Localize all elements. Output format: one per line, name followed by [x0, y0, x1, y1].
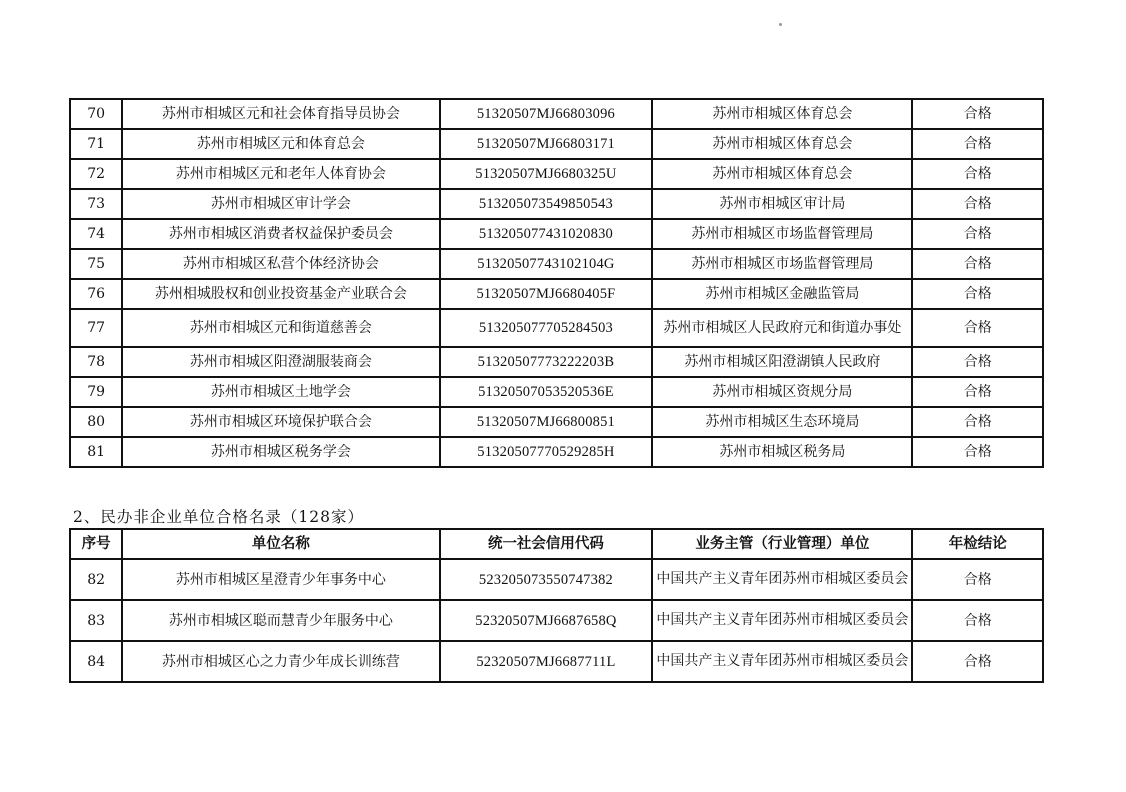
- table-row: [70, 279, 1043, 309]
- supervising-unit: 苏州市相城区金融监管局: [652, 279, 912, 309]
- inspection-result: 合格: [912, 249, 1043, 279]
- supervising-unit: 苏州市相城区体育总会: [652, 99, 912, 129]
- header-number: 序号: [70, 529, 122, 559]
- credit-code: 51320507MJ6680325U: [440, 159, 653, 189]
- supervising-unit: 苏州市相城区体育总会: [652, 159, 912, 189]
- credit-code: 51320507770529285H: [440, 437, 653, 467]
- table-row: [70, 641, 1043, 682]
- row-number: 78: [70, 347, 122, 377]
- unit-name: 苏州市相城区元和街道慈善会: [122, 309, 439, 347]
- credit-code: 51320507743102104G: [440, 249, 653, 279]
- credit-code: 513205073549850543: [440, 189, 653, 219]
- row-number: 72: [70, 159, 122, 189]
- row-number: 81: [70, 437, 122, 467]
- supervising-unit: [652, 641, 912, 682]
- table-social-organizations: [69, 98, 1044, 468]
- inspection-result: 合格: [912, 559, 1043, 600]
- row-number: 84: [70, 641, 122, 682]
- row-number: 79: [70, 377, 122, 407]
- credit-code: 51320507773222203B: [440, 347, 653, 377]
- table-row: [70, 600, 1043, 641]
- supervising-unit: 苏州市相城区生态环境局: [652, 407, 912, 437]
- unit-name: 苏州市相城区阳澄湖服装商会: [122, 347, 439, 377]
- unit-name: 苏州市相城区元和老年人体育协会: [122, 159, 439, 189]
- row-number: 73: [70, 189, 122, 219]
- table-row: [70, 219, 1043, 249]
- row-number: 80: [70, 407, 122, 437]
- supervising-unit: 苏州市相城区市场监督管理局: [652, 249, 912, 279]
- supervising-unit: 苏州市相城区阳澄湖镇人民政府: [652, 347, 912, 377]
- table-header-row: [70, 529, 1043, 559]
- table-row: [70, 437, 1043, 467]
- row-number: 70: [70, 99, 122, 129]
- credit-code: 52320507MJ6687711L: [440, 641, 653, 682]
- inspection-result: 合格: [912, 219, 1043, 249]
- unit-name: 苏州市相城区心之力青少年成长训练营: [122, 641, 439, 682]
- inspection-result: 合格: [912, 159, 1043, 189]
- row-number: 75: [70, 249, 122, 279]
- credit-code: 51320507MJ66803171: [440, 129, 653, 159]
- unit-name: 苏州市相城区星澄青少年事务中心: [122, 559, 439, 600]
- unit-name: 苏州市相城区税务学会: [122, 437, 439, 467]
- row-number: 76: [70, 279, 122, 309]
- row-number: 74: [70, 219, 122, 249]
- table-row: [70, 309, 1043, 347]
- table-row: [70, 407, 1043, 437]
- supervising-unit: 苏州市相城区市场监督管理局: [652, 219, 912, 249]
- row-number: 82: [70, 559, 122, 600]
- inspection-result: 合格: [912, 279, 1043, 309]
- inspection-result: 合格: [912, 189, 1043, 219]
- unit-name: 苏州相城股权和创业投资基金产业联合会: [122, 279, 439, 309]
- header-unit-name: 单位名称: [122, 529, 439, 559]
- table-row: [70, 559, 1043, 600]
- supervising-unit: 苏州市相城区资规分局: [652, 377, 912, 407]
- supervising-unit-text: 中国共产主义青年团苏州市相城区委员会: [656, 653, 909, 669]
- row-number: 77: [70, 309, 122, 347]
- inspection-result: 合格: [912, 377, 1043, 407]
- table-private-non-enterprise-units: [69, 528, 1044, 683]
- inspection-result: 合格: [912, 437, 1043, 467]
- inspection-result: 合格: [912, 600, 1043, 641]
- table-row: [70, 377, 1043, 407]
- row-number: 83: [70, 600, 122, 641]
- table-row: [70, 159, 1043, 189]
- table-row: [70, 189, 1043, 219]
- inspection-result: 合格: [912, 309, 1043, 347]
- supervising-unit-text: 苏州市相城区人民政府元和街道办事处: [663, 319, 902, 336]
- unit-name: 苏州市相城区私营个体经济协会: [122, 249, 439, 279]
- credit-code: 513205077705284503: [440, 309, 653, 347]
- supervising-unit: 苏州市相城区审计局: [652, 189, 912, 219]
- inspection-result: 合格: [912, 641, 1043, 682]
- unit-name: 苏州市相城区土地学会: [122, 377, 439, 407]
- scan-dot: [779, 23, 782, 26]
- inspection-result: 合格: [912, 99, 1043, 129]
- header-inspection-result: 年检结论: [912, 529, 1043, 559]
- supervising-unit: 苏州市相城区税务局: [652, 437, 912, 467]
- table-row: [70, 347, 1043, 377]
- unit-name: 苏州市相城区环境保护联合会: [122, 407, 439, 437]
- credit-code: 51320507MJ66800851: [440, 407, 653, 437]
- supervising-unit: [652, 309, 912, 347]
- unit-name: 苏州市相城区元和体育总会: [122, 129, 439, 159]
- header-credit-code: 统一社会信用代码: [440, 529, 653, 559]
- supervising-unit-text: 中国共产主义青年团苏州市相城区委员会: [656, 571, 909, 587]
- unit-name: 苏州市相城区聪而慧青少年服务中心: [122, 600, 439, 641]
- inspection-result: 合格: [912, 407, 1043, 437]
- row-number: 71: [70, 129, 122, 159]
- credit-code: 51320507MJ6680405F: [440, 279, 653, 309]
- supervising-unit: 苏州市相城区体育总会: [652, 129, 912, 159]
- supervising-unit: [652, 559, 912, 600]
- unit-name: 苏州市相城区元和社会体育指导员协会: [122, 99, 439, 129]
- credit-code: 523205073550747382: [440, 559, 653, 600]
- inspection-result: 合格: [912, 347, 1043, 377]
- unit-name: 苏州市相城区审计学会: [122, 189, 439, 219]
- credit-code: 51320507053520536E: [440, 377, 653, 407]
- section-title: 2、民办非企业单位合格名录（128家）: [73, 508, 364, 526]
- table-row: [70, 249, 1043, 279]
- inspection-result: 合格: [912, 129, 1043, 159]
- supervising-unit-text: 中国共产主义青年团苏州市相城区委员会: [656, 612, 909, 628]
- credit-code: 513205077431020830: [440, 219, 653, 249]
- table-row: [70, 129, 1043, 159]
- supervising-unit: [652, 600, 912, 641]
- header-supervising-unit: 业务主管（行业管理）单位: [652, 529, 912, 559]
- unit-name: 苏州市相城区消费者权益保护委员会: [122, 219, 439, 249]
- credit-code: 51320507MJ66803096: [440, 99, 653, 129]
- credit-code: 52320507MJ6687658Q: [440, 600, 653, 641]
- table-row: [70, 99, 1043, 129]
